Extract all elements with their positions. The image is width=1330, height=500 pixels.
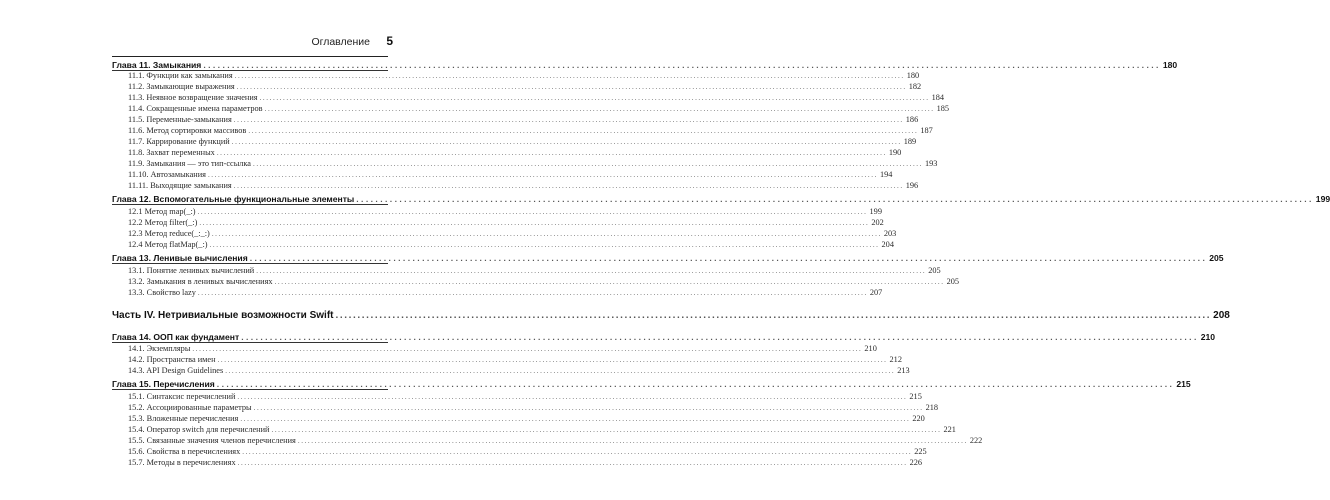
toc-entry-title: 12.3 Метод reduce(_:_:): [128, 229, 210, 238]
toc-section-entry: [128, 455, 923, 467]
toc-entry-title: 11.3. Неявное возвращение значения: [128, 93, 258, 102]
dot-leader: ........................................................................................................................................................................................................: [209, 241, 880, 249]
toc-section-entry: [128, 363, 910, 375]
dot-leader: ........................................................................................................................................................................................................: [335, 310, 1212, 321]
toc-entry-page: 187: [920, 126, 933, 135]
toc-entry-title: 15.7. Методы в перечислениях: [128, 458, 236, 467]
toc-entry-title: 12.2 Метод filter(_:): [128, 218, 198, 227]
toc-entry-page: 220: [912, 414, 925, 423]
dot-leader: ........................................................................................................................................................................................................: [233, 182, 904, 190]
toc-entry-page: 205: [946, 277, 960, 286]
dot-leader: ........................................................................................................................................................................................................: [237, 459, 908, 467]
toc-entry-page: 212: [889, 355, 902, 364]
toc-entry-page: 213: [897, 366, 910, 375]
dot-leader: ........................................................................................................................................................................................................: [297, 437, 968, 445]
toc-chapter-entry: [112, 192, 1330, 204]
toc-entry-title: 14.1. Экземпляры: [128, 344, 191, 353]
toc-entry-title: 15.1. Синтаксис перечислений: [128, 392, 236, 401]
dot-leader: ........................................................................................................................................................................................................: [225, 367, 896, 375]
dot-leader: ........................................................................................................................................................................................................: [233, 116, 904, 124]
toc-entry-title: 11.8. Захват переменных: [128, 148, 215, 157]
toc-entry-page: 180: [1162, 60, 1178, 70]
dot-leader: ........................................................................................................................................................................................................: [197, 289, 868, 297]
toc-entry-title: 11.1. Функции как замыкания: [128, 71, 233, 80]
dot-leader: ........................................................................................................................................................................................................: [241, 332, 1199, 342]
toc-entry-page: 210: [1200, 332, 1216, 342]
toc-entry-page: 215: [1176, 379, 1191, 389]
dot-leader: ........................................................................................................................................................................................................: [256, 267, 927, 275]
toc-entry-page: 203: [883, 229, 897, 238]
toc-entry-title: 13.2. Замыкания в ленивых вычислениях: [128, 277, 273, 286]
toc-entry-title: Глава 11. Замыкания: [112, 60, 202, 70]
toc-entry-page: 207: [869, 288, 883, 297]
toc-entry-title: 11.5. Переменные-замыкания: [128, 115, 232, 124]
toc-entry-title: Глава 13. Ленивые вычисления: [112, 253, 248, 263]
dot-leader: ........................................................................................................................................................................................................: [240, 415, 911, 423]
toc-entry-page: 210: [864, 344, 877, 353]
dot-leader: ........................................................................................................................................................................................................: [216, 379, 1175, 389]
toc-entry-page: 226: [909, 458, 923, 467]
toc-entry-title: 15.5. Связанные значения членов перечисления: [128, 436, 296, 445]
toc-entry-page: 199: [869, 207, 882, 216]
toc-entry-title: 11.11. Выходящие замыкания: [128, 181, 232, 190]
toc-section-entry: [128, 178, 919, 190]
running-title: Оглавление: [311, 36, 370, 48]
toc-entry-page: 199: [1315, 194, 1330, 204]
page-number: 5: [386, 34, 393, 48]
toc-entry-title: 15.4. Оператор switch для перечислений: [128, 425, 270, 434]
toc-chapter-entry: [112, 251, 1224, 263]
toc-entry-page: 180: [906, 71, 920, 80]
toc-entry-page: 215: [909, 392, 922, 401]
dot-leader: ........................................................................................................................................................................................................: [249, 253, 1208, 263]
dot-leader: ........................................................................................................................................................................................................: [216, 149, 887, 157]
toc-entry-title: 13.1. Понятие ленивых вычислений: [128, 266, 255, 275]
toc-entry-page: 186: [905, 115, 919, 124]
toc-entry-page: 189: [903, 137, 917, 146]
toc-entry-page: 184: [931, 93, 945, 102]
toc-entry-title: 14.2. Пространства имен: [128, 355, 216, 364]
toc-section-entry: [128, 285, 883, 297]
toc-entry-page: 205: [928, 266, 941, 275]
dot-leader: ........................................................................................................................................................................................................: [264, 105, 935, 113]
dot-leader: ........................................................................................................................................................................................................: [259, 94, 930, 102]
toc-entry-page: 221: [943, 425, 956, 434]
toc-entry-page: 222: [969, 436, 983, 445]
dot-leader: ........................................................................................................................................................................................................: [237, 393, 908, 401]
toc-entry-title: 11.2. Замыкающие выражения: [128, 82, 235, 91]
toc-entry-page: 204: [881, 240, 894, 249]
toc-entry-page: 205: [1209, 253, 1224, 263]
toc-entry-title: 15.2. Ассоциированные параметры: [128, 403, 252, 412]
toc-entry-page: 208: [1213, 310, 1230, 321]
toc-entry-title: 11.4. Сокращенные имена параметров: [128, 104, 263, 113]
toc-entry-title: 15.6. Свойства в перечислениях: [128, 447, 241, 456]
dot-leader: ........................................................................................................................................................................................................: [274, 278, 945, 286]
toc-entry-page: 185: [936, 104, 950, 113]
toc-entry-title: 11.6. Метод сортировки массивов: [128, 126, 247, 135]
dot-leader: ........................................................................................................................................................................................................: [197, 208, 868, 216]
toc-entry-page: 218: [925, 403, 939, 412]
toc-entry-title: 14.3. API Design Guidelines: [128, 366, 224, 375]
dot-leader: ........................................................................................................................................................................................................: [203, 60, 1161, 70]
dot-leader: ........................................................................................................................................................................................................: [236, 83, 907, 91]
dot-leader: ........................................................................................................................................................................................................: [271, 426, 942, 434]
toc-entry-title: 11.10. Автозамыкания: [128, 170, 206, 179]
dot-leader: ........................................................................................................................................................................................................: [211, 230, 882, 238]
dot-leader: ........................................................................................................................................................................................................: [199, 219, 870, 227]
toc-part-entry: [112, 307, 1230, 321]
dot-leader: ........................................................................................................................................................................................................: [253, 404, 924, 412]
toc-entry-title: 12.4 Метод flatMap(_:): [128, 240, 208, 249]
toc-entry-title: 13.3. Свойство lazy: [128, 288, 196, 297]
toc-entry-title: Глава 12. Вспомогательные функциональные элементы: [112, 194, 355, 204]
dot-leader: ........................................................................................................................................................................................................: [231, 138, 902, 146]
toc-entry-page: 202: [871, 218, 884, 227]
dot-leader: ........................................................................................................................................................................................................: [207, 171, 878, 179]
toc-entry-title: 11.9. Замыкания — это тип-ссылка: [128, 159, 251, 168]
dot-leader: ........................................................................................................................................................................................................: [248, 127, 919, 135]
toc-entry-page: 182: [908, 82, 922, 91]
toc-entry-title: 11.7. Каррирование функций: [128, 137, 230, 146]
toc-entry-page: 194: [879, 170, 893, 179]
toc-section-entry: [128, 237, 894, 249]
toc-entry-title: Глава 14. ООП как фундамент: [112, 332, 240, 342]
toc-entry-page: 190: [888, 148, 902, 157]
toc-entry-title: 15.3. Вложенные перечисления: [128, 414, 239, 423]
toc-entry-page: 196: [905, 181, 919, 190]
dot-leader: ........................................................................................................................................................................................................: [234, 72, 905, 80]
dot-leader: ........................................................................................................................................................................................................: [253, 160, 923, 168]
toc-entry-title: Часть IV. Нетривиальные возможности Swift: [112, 310, 334, 321]
dot-leader: ........................................................................................................................................................................................................: [242, 448, 913, 456]
dot-leader: ........................................................................................................................................................................................................: [217, 356, 888, 364]
toc-entry-title: Глава 15. Перечисления: [112, 379, 215, 389]
toc-chapter-entry: [112, 377, 1191, 389]
dot-leader: ........................................................................................................................................................................................................: [356, 194, 1314, 204]
dot-leader: ........................................................................................................................................................................................................: [192, 345, 863, 353]
toc-entry-page: 193: [925, 159, 938, 168]
toc-entry-title: 12.1 Метод map(_:): [128, 207, 196, 216]
toc-entry-page: 225: [914, 447, 927, 456]
